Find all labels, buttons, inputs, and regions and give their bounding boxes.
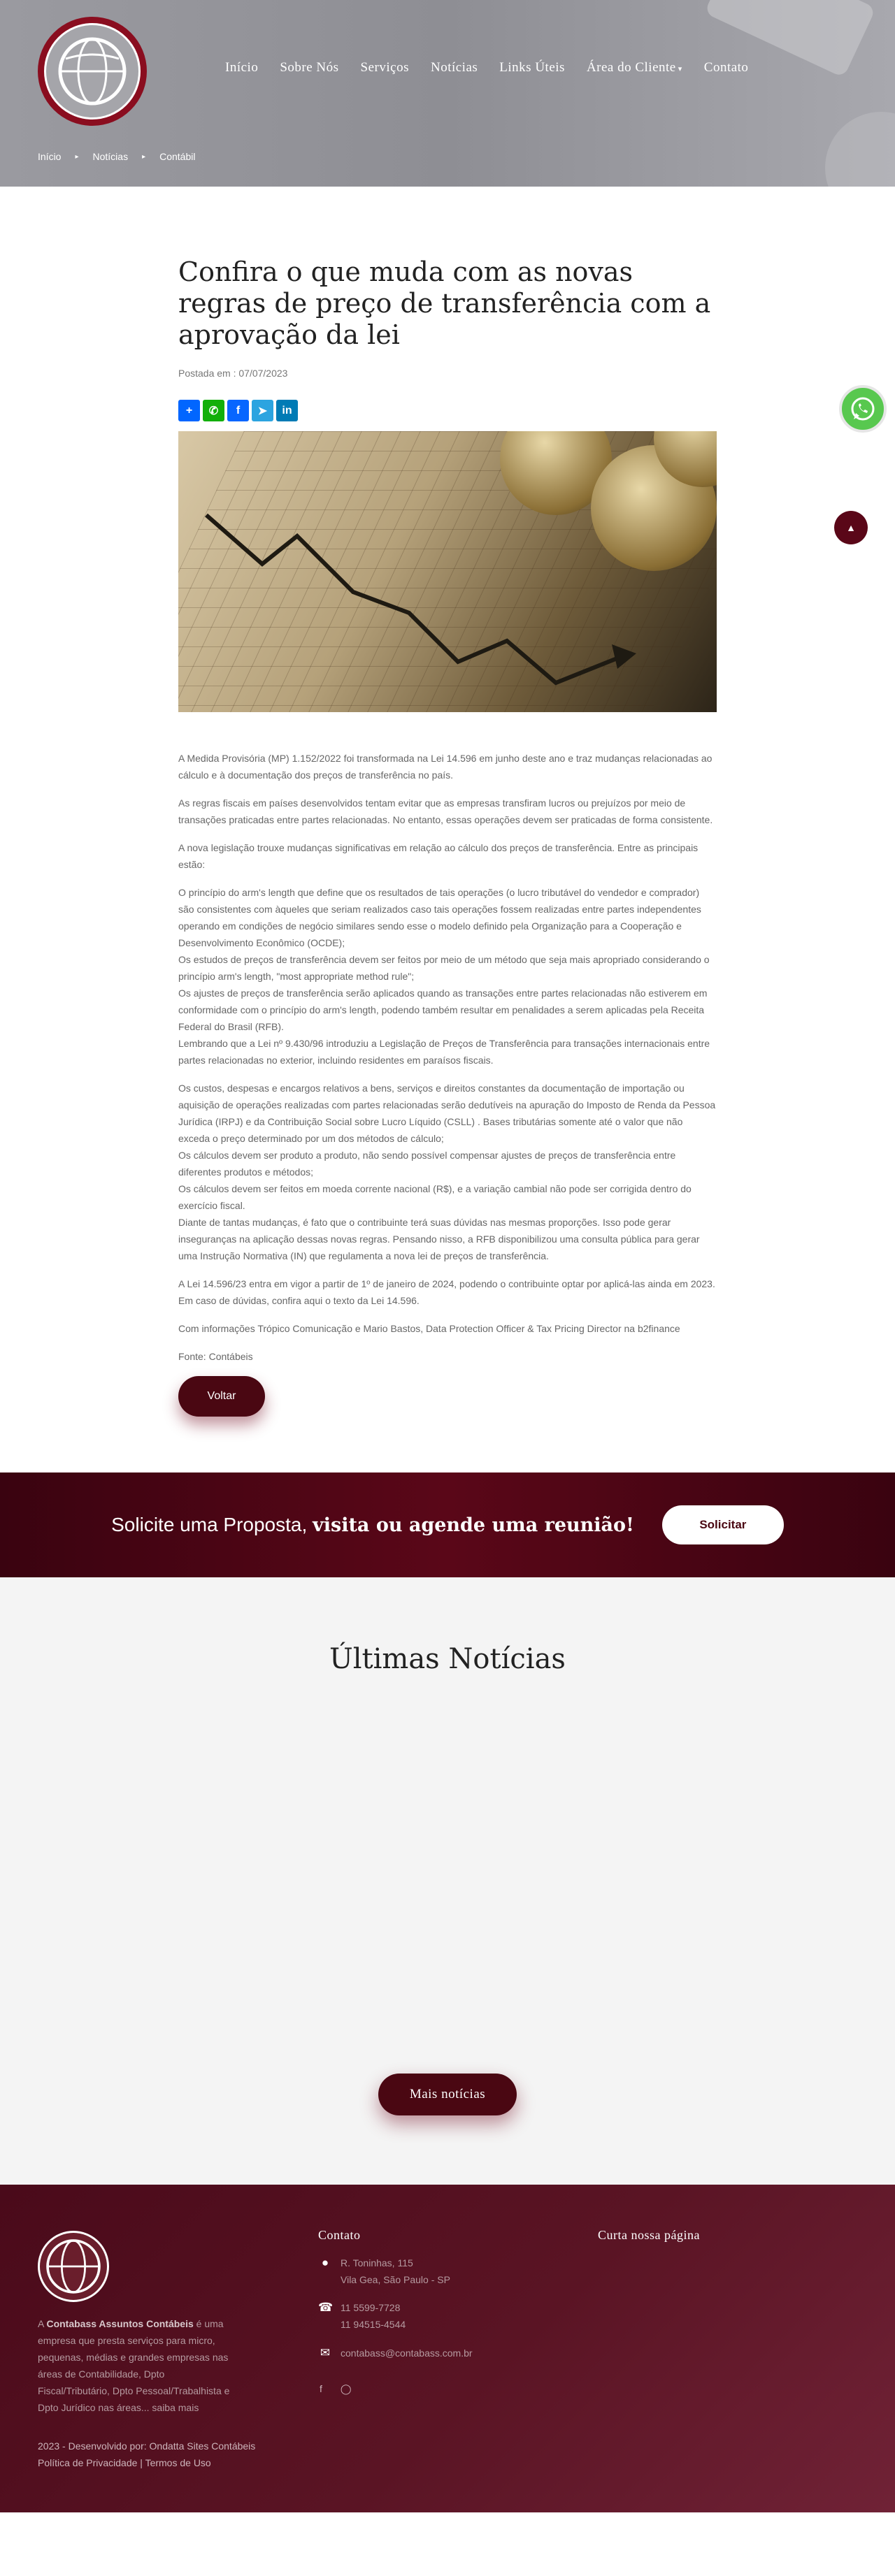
article-paragraph: A nova legislação trouxe mudanças significativas em relação ao cálculo dos preços de transferência. Entre as principais estão: xyxy=(178,842,699,870)
chevron-up-icon: ▲ xyxy=(846,522,856,533)
facebook-icon[interactable]: f xyxy=(320,2383,322,2394)
footer-about: A Contabass Assuntos Contábeis é uma empresa que presta serviços para micro, pequenas, médias e grandes empresas nas áreas de Contabilidade, Dpto Fiscal/Tributário, Dpto Pessoal/Trabalhista e Dpto Jurídico nas áreas... saiba mais xyxy=(38,2318,230,2413)
article xyxy=(178,187,717,1417)
email[interactable]: ✉ contabass@contabass.com.br xyxy=(318,2345,473,2361)
nav-item-5[interactable]: Área do Cliente ▾ xyxy=(586,60,682,75)
article-title: Confira o que muda com as novas regras de preço de transferência com a aprovação da lei xyxy=(178,256,711,350)
chevron-down-icon: ▾ xyxy=(678,65,682,73)
globe-icon xyxy=(40,2233,107,2300)
back-button[interactable]: Voltar xyxy=(178,1376,265,1417)
phone-icon: ☎ xyxy=(318,2301,334,2314)
article-paragraph: Com informações Trópico Comunicação e Mario Bastos, Data Protection Officer & Tax Pricing Director na b2finance xyxy=(178,1323,680,1334)
posted-date: Postada em : 07/07/2023 xyxy=(178,368,288,379)
article-paragraph: Os custos, despesas e encargos relativos a bens, serviços e direitos constantes da documentação de importação ou aquisição de operações realizadas com partes relacionadas serão dedutíveis na apuração do Imposto de Renda da Pessoa Jurídica (IRPJ) e da Contribuição Social sobre Lucro Líquido (CSLL) . Bases tributárias somente até o valor que não exceda o preço determinado por um dos métodos de cálculo; Os cálculos devem ser produto a produto, não sendo possível compensar ajustes de preços de transferência entre diferentes produtos e métodos; Os cálculos devem ser feitos em moeda corrente nacional (R$), e a variação cambial não pode ser corrigida dentro do exercício fiscal. Diante de tantas mudanças, é fato que o contribuinte terá suas dúvidas nas mesmas proporções. Isso pode gerar inseguranças na aplicação dessas novas regras. Pensando nisso, a RFB disponibilizou uma consulta pública para gerar uma Instrução Normativa (IN) que regulamenta a nova lei de preços de transferência. xyxy=(178,1083,716,1261)
nav-item-0[interactable]: Início xyxy=(225,60,259,75)
social-title: Curta nossa página xyxy=(598,2228,700,2242)
instagram-icon[interactable]: ◯ xyxy=(340,2383,352,2394)
article-paragraph: Fonte: Contábeis xyxy=(178,1351,253,1362)
chevron-right-icon: ▸ xyxy=(75,152,79,161)
whatsapp-float-button[interactable] xyxy=(839,385,887,433)
nav-item-3[interactable]: Notícias xyxy=(430,60,478,75)
brand-name: Contabass Assuntos Contábeis xyxy=(46,2318,194,2329)
contact-title: Contato xyxy=(318,2228,361,2242)
linkedin-icon[interactable]: in xyxy=(276,400,298,421)
article-paragraph: As regras fiscais em países desenvolvidos tentam evitar que as empresas transfiram lucros ou prejuízos por meio de transações praticadas entre partes relacionadas. No entanto, essas operações devem ser praticadas de forma consistente. xyxy=(178,797,713,825)
more-news-button[interactable]: Mais notícias xyxy=(378,2074,517,2115)
mail-icon: ✉ xyxy=(320,2346,331,2359)
social-links xyxy=(320,2383,352,2395)
mouse-decoration xyxy=(825,112,895,187)
footer-logo[interactable] xyxy=(38,2231,109,2302)
breadcrumb-item[interactable]: Notícias xyxy=(92,151,129,162)
chevron-right-icon: ▸ xyxy=(142,152,146,161)
share-bar xyxy=(178,400,717,421)
whatsapp-icon xyxy=(850,396,876,422)
copyright: 2023 - Desenvolvido por: Ondatta Sites Contábeis Política de Privacidade | Termos de Uso xyxy=(38,2438,255,2471)
whatsapp-icon[interactable]: ✆ xyxy=(203,400,224,421)
site-footer xyxy=(0,2185,895,2512)
nav-item-1[interactable]: Sobre Nós xyxy=(280,60,339,75)
solicitar-button[interactable]: Solicitar xyxy=(662,1505,784,1544)
logo-globe xyxy=(44,23,141,120)
privacy-links[interactable]: Política de Privacidade | Termos de Uso xyxy=(38,2457,211,2468)
site-logo[interactable] xyxy=(38,17,147,126)
cta-strong: visita ou agende uma reunião! xyxy=(313,1514,634,1536)
article-body xyxy=(178,750,717,1365)
article-paragraph: O princípio do arm's length que define que os resultados de tais operações (o lucro tributável do vendedor e comprador) são consistentes com àqueles que seriam realizados caso tais operações fossem realizadas entre partes independentes operando em condições de negócio similares sendo esse o modelo definido pela Organização para a Cooperação e Desenvolvimento Econômico (OCDE); Os estudos de preços de transferência devem ser feitos por meio de um método que seja mais apropriado considerando o princípio arm's length, "most appropriate method rule"; Os ajustes de preços de transferência serão aplicados quando as transações entre partes relacionadas não estiverem em conformidade com o princípio do arm's length, podendo também resultar em penalidades a serem aplicadas pela Receita Federal do Brasil (RFB). Lembrando que a Lei nº 9.430/96 introduziu a Legislação de Preços de Transferência para transações internacionais entre partes relacionadas no exterior, incluindo residentes em paraísos fiscais. xyxy=(178,887,710,1066)
article-image xyxy=(178,431,717,712)
back-to-top-button[interactable] xyxy=(834,511,868,544)
cta-text xyxy=(111,1514,634,1536)
main-nav xyxy=(225,60,748,75)
article-paragraph: A Lei 14.596/23 entra em vigor a partir de 1º de janeiro de 2024, podendo o contribuinte optar por aplicá-las ainda em 2023. Em caso de dúvidas, confira aqui o texto da Lei 14.596. xyxy=(178,1278,715,1306)
cta-lead: Solicite uma Proposta, xyxy=(111,1514,308,1535)
share-plus-icon[interactable]: + xyxy=(178,400,200,421)
nav-item-2[interactable]: Serviços xyxy=(360,60,409,75)
address: ● R. Toninhas, 115 Vila Gea, São Paulo - SP xyxy=(318,2255,450,2288)
phones[interactable]: ☎ 11 5599-7728 11 94515-4544 xyxy=(318,2299,406,2333)
article-paragraph: A Medida Provisória (MP) 1.152/2022 foi transformada na Lei 14.596 em junho deste ano e traz mudanças relacionadas ao cálculo e à documentação dos preços de transferência no país. xyxy=(178,753,713,781)
breadcrumb-item: Contábil xyxy=(159,151,196,162)
location-pin-icon: ● xyxy=(321,2256,329,2269)
facebook-icon[interactable]: f xyxy=(227,400,249,421)
nav-item-4[interactable]: Links Úteis xyxy=(499,60,565,75)
latest-news-title: Últimas Notícias xyxy=(329,1643,566,1675)
cta-band xyxy=(0,1472,895,1577)
globe-icon xyxy=(56,35,129,108)
breadcrumb xyxy=(38,151,195,162)
breadcrumb-item[interactable]: Início xyxy=(38,151,62,162)
nav-item-6[interactable]: Contato xyxy=(703,60,749,75)
latest-news-section xyxy=(0,1577,895,2185)
telegram-icon[interactable]: ➤ xyxy=(252,400,273,421)
page-header xyxy=(0,0,895,187)
